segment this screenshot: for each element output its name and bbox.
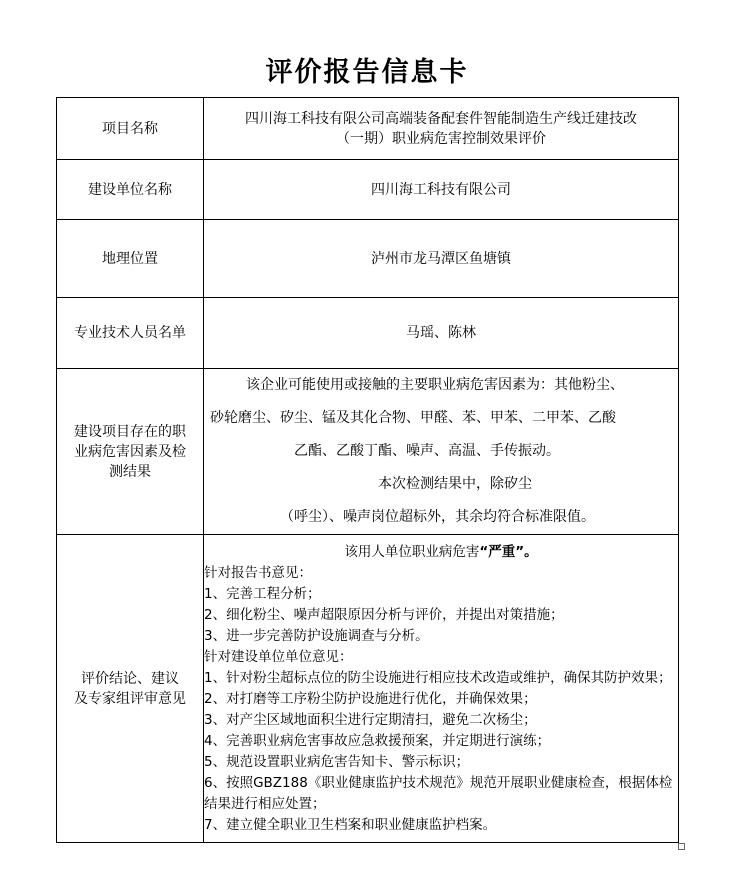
- unit-opinion-item: 1、针对粉尘超标点位的防尘设施进行相应技术改造或维护，确保其防护效果；: [204, 669, 672, 686]
- label-conclusion-line1: 评价结论、建议: [81, 670, 179, 687]
- report-opinion-item: 1、完善工程分析；: [204, 585, 321, 602]
- label-unit-name: [57, 160, 204, 220]
- label-hazards-line2: 业病危害因素及检: [74, 443, 186, 460]
- unit-opinion-item: 7、建立健全职业卫生档案和职业健康监护档案。: [204, 816, 497, 833]
- hazards-line4: 本次检测结果中，除矽尘: [378, 476, 532, 492]
- label-experts-text: 专业技术人员名单: [74, 325, 186, 341]
- unit-name-text: 四川海工科技有限公司: [371, 181, 511, 198]
- conclusion-heading-text: 该用人单位职业病危害: [344, 543, 480, 560]
- value-hazards: [204, 369, 679, 535]
- info-card-table: [56, 97, 679, 843]
- row-unit-name: [57, 160, 679, 220]
- page-title: 评价报告信息卡: [265, 57, 469, 88]
- label-project-name: [57, 98, 204, 160]
- label-hazards-line1: 建设项目存在的职: [74, 423, 186, 440]
- row-conclusion: [57, 535, 679, 843]
- report-opinions-title: 针对报告书意见：: [204, 564, 312, 581]
- label-location: [57, 220, 204, 298]
- label-conclusion: [57, 535, 204, 843]
- label-project-name-text: 项目名称: [102, 120, 158, 137]
- label-conclusion-line2: 及专家组评审意见: [74, 690, 186, 707]
- hazards-line2: 砂轮磨尘、矽尘、锰及其化合物、甲醛、苯、甲苯、二甲苯、乙酸: [210, 410, 616, 426]
- row-project-name: [57, 98, 679, 160]
- unit-opinion-item: 4、完善职业病危害事故应急救援预案，并定期进行演练；: [204, 732, 551, 749]
- unit-opinion-item: 3、对产尘区域地面积尘进行定期清扫，避免二次杨尘；: [204, 711, 537, 728]
- row-location: [57, 220, 679, 298]
- conclusion-heading: [204, 542, 678, 563]
- hazards-line5: （呼尘）、噪声岗位超标外，其余均符合标准限值。: [280, 509, 595, 525]
- project-name-line2: （一期）职业病危害控制效果评价: [336, 130, 546, 147]
- value-experts: [204, 298, 679, 369]
- unit-opinion-item: 2、对打磨等工序粉尘防护设施进行优化，并确保效果；: [204, 690, 537, 707]
- report-opinion-item: 2、细化粉尘、噪声超限原因分析与评价，并提出对策措施；: [204, 606, 564, 623]
- hazards-line3: 乙酯、乙酸丁酯、噪声、高温、手传振动。: [294, 443, 560, 459]
- location-text: 泸州市龙马潭区鱼塘镇: [371, 250, 511, 267]
- label-unit-name-text: 建设单位名称: [88, 181, 172, 198]
- unit-opinion-item: 6、按照GBZ188《职业健康监护技术规范》规范开展职业健康检查，根据体检结果进行相应处置；: [204, 774, 673, 812]
- label-hazards-line3: 测结果: [109, 463, 151, 480]
- value-location: [204, 220, 679, 298]
- report-opinion-item: 3、进一步完善防护设施调查与分析。: [204, 627, 429, 644]
- unit-opinion-item: 5、规范设置职业病危害告知卡、警示标识；: [204, 753, 470, 770]
- row-hazards: [57, 369, 679, 535]
- label-location-text: 地理位置: [102, 250, 158, 267]
- hazards-line1: 该企业可能使用或接触的主要职业病危害因素为：其他粉尘、: [246, 377, 624, 393]
- table-resize-handle[interactable]: [678, 843, 685, 850]
- value-project-name: [204, 98, 679, 160]
- conclusion-severity: “严重”。: [479, 543, 538, 560]
- value-conclusion: [204, 535, 679, 843]
- row-experts: [57, 298, 679, 369]
- label-experts: [57, 298, 204, 369]
- experts-text: 马瑶、陈林: [406, 325, 476, 341]
- unit-opinions-title: 针对建设单位单位意见：: [204, 648, 353, 665]
- project-name-line1: 四川海工科技有限公司高端装备配套件智能制造生产线迁建技改: [245, 110, 637, 127]
- value-unit-name: [204, 160, 679, 220]
- label-hazards: [57, 369, 204, 535]
